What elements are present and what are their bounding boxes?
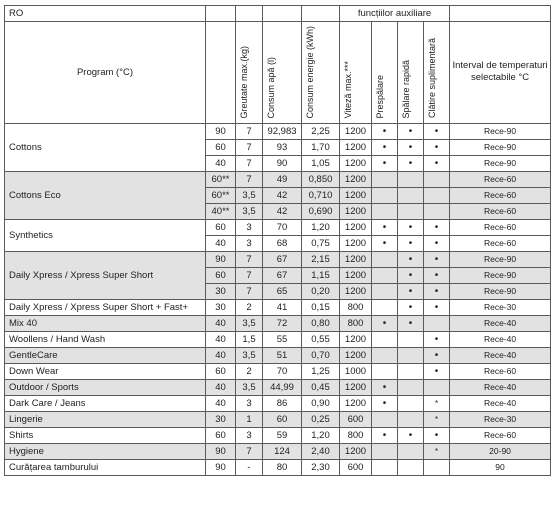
cell-extra-rinse: • [424,299,450,315]
cell-extra-rinse: • [424,155,450,171]
table-row [5,395,551,411]
program-name: Down Wear [5,363,206,379]
cell-max-weight: 3 [236,427,263,443]
col-header-speed: Viteză max.*** [343,61,353,119]
cell-water: 67 [263,251,302,267]
table-row [5,347,551,363]
cell-max-speed: 800 [340,299,372,315]
table-row [5,363,551,379]
cell-prewash: • [372,235,398,251]
cell-temperature: 60** [206,187,236,203]
cell-max-weight: 3,5 [236,315,263,331]
program-name: Daily Xpress / Xpress Super Short + Fast+ [5,299,206,315]
cell-energy: 0,690 [302,203,340,219]
cell-water: 68 [263,235,302,251]
cell-max-weight: - [236,459,263,475]
cell-prewash [372,363,398,379]
cell-max-weight: 2 [236,299,263,315]
cell-temperature: 40 [206,235,236,251]
cell-quick-wash: • [398,123,424,139]
col-header-weight: Greutate max.(kg) [239,46,249,119]
cell-max-weight: 7 [236,443,263,459]
cell-max-speed: 1200 [340,219,372,235]
cell-temp-range: Rece-90 [450,139,551,155]
cell-quick-wash [398,363,424,379]
cell-max-speed: 1200 [340,235,372,251]
cell-energy: 1,70 [302,139,340,155]
cell-temperature: 60** [206,171,236,187]
cell-extra-rinse [424,187,450,203]
cell-energy: 2,15 [302,251,340,267]
program-name: GentleCare [5,347,206,363]
table-row [5,219,551,235]
cell-temperature: 30 [206,283,236,299]
cell-energy: 2,40 [302,443,340,459]
cell-max-speed: 1200 [340,139,372,155]
cell-water: 44,99 [263,379,302,395]
cell-water: 72 [263,315,302,331]
cell-quick-wash [398,411,424,427]
cell-water: 51 [263,347,302,363]
cell-max-speed: 600 [340,411,372,427]
cell-temp-range: Rece-40 [450,315,551,331]
cell-prewash [372,203,398,219]
cell-temperature: 90 [206,459,236,475]
cell-temp-range: Rece-90 [450,155,551,171]
cell-temperature: 90 [206,251,236,267]
cell-max-weight: 7 [236,283,263,299]
cell-water: 59 [263,427,302,443]
cell-max-weight: 3,5 [236,203,263,219]
table-row [5,459,551,475]
table-row [5,251,551,267]
cell-energy: 0,90 [302,395,340,411]
cell-extra-rinse: • [424,235,450,251]
cell-prewash [372,251,398,267]
cell-quick-wash [398,379,424,395]
cell-prewash [372,331,398,347]
cell-temp-range: Rece-60 [450,235,551,251]
cell-extra-rinse: • [424,363,450,379]
cell-max-weight: 7 [236,171,263,187]
cell-prewash: • [372,395,398,411]
cell-quick-wash: • [398,427,424,443]
cell-max-speed: 1200 [340,395,372,411]
cell-energy: 0,75 [302,235,340,251]
program-name: Hygiene [5,443,206,459]
cell-temperature: 60 [206,427,236,443]
cell-temp-range: Rece-40 [450,347,551,363]
table-row [5,331,551,347]
cell-temperature: 40 [206,347,236,363]
cell-max-weight: 1 [236,411,263,427]
cell-temperature: 40 [206,395,236,411]
cell-max-speed: 800 [340,427,372,443]
cell-max-speed: 1200 [340,203,372,219]
cell-energy: 1,15 [302,267,340,283]
cell-water: 70 [263,219,302,235]
cell-prewash: • [372,379,398,395]
cell-quick-wash: • [398,139,424,155]
table-row [5,299,551,315]
cell-energy: 1,20 [302,219,340,235]
cell-max-speed: 1200 [340,443,372,459]
cell-max-speed: 1200 [340,379,372,395]
cell-water: 42 [263,187,302,203]
cell-extra-rinse: • [424,123,450,139]
cell-extra-rinse [424,459,450,475]
cell-quick-wash: • [398,299,424,315]
cell-extra-rinse: • [424,267,450,283]
cell-extra-rinse: • [424,427,450,443]
cell-max-speed: 1000 [340,363,372,379]
cell-extra-rinse: • [424,347,450,363]
cell-quick-wash [398,171,424,187]
program-name: Curățarea tamburului [5,459,206,475]
cell-water: 90 [263,155,302,171]
cell-max-speed: 1200 [340,187,372,203]
program-table [4,5,551,476]
cell-prewash: • [372,219,398,235]
cell-max-weight: 2 [236,363,263,379]
cell-temp-range: Rece-60 [450,363,551,379]
cell-energy: 0,25 [302,411,340,427]
cell-temp-range: Rece-40 [450,331,551,347]
cell-temperature: 60 [206,363,236,379]
cell-max-speed: 1200 [340,155,372,171]
cell-prewash: • [372,427,398,443]
cell-extra-rinse: * [424,411,450,427]
cell-temperature: 90 [206,443,236,459]
cell-prewash: • [372,139,398,155]
col-header-water: Consum apă (l) [266,57,276,119]
cell-energy: 0,70 [302,347,340,363]
cell-prewash [372,459,398,475]
cell-quick-wash: • [398,315,424,331]
cell-temp-range: Rece-30 [450,299,551,315]
cell-extra-rinse: * [424,395,450,411]
cell-energy: 1,20 [302,427,340,443]
cell-water: 65 [263,283,302,299]
cell-water: 80 [263,459,302,475]
cell-max-weight: 7 [236,251,263,267]
cell-water: 92,983 [263,123,302,139]
cell-quick-wash [398,187,424,203]
cell-energy: 0,45 [302,379,340,395]
cell-quick-wash [398,459,424,475]
program-name: Dark Care / Jeans [5,395,206,411]
cell-energy: 0,20 [302,283,340,299]
cell-temp-range: Rece-40 [450,395,551,411]
cell-temp-range: Rece-90 [450,283,551,299]
program-name: Mix 40 [5,315,206,331]
cell-quick-wash [398,395,424,411]
cell-prewash [372,283,398,299]
cell-max-weight: 3,5 [236,187,263,203]
cell-temp-range: Rece-60 [450,219,551,235]
cell-temperature: 40 [206,379,236,395]
cell-temperature: 40** [206,203,236,219]
cell-quick-wash [398,331,424,347]
cell-energy: 2,30 [302,459,340,475]
cell-extra-rinse [424,203,450,219]
cell-energy: 1,05 [302,155,340,171]
program-name: Synthetics [5,219,206,251]
cell-extra-rinse [424,171,450,187]
cell-quick-wash [398,203,424,219]
cell-max-weight: 3,5 [236,347,263,363]
cell-water: 70 [263,363,302,379]
aux-functions-header: funcțiilor auxiliare [340,6,450,22]
cell-temp-range: Rece-40 [450,379,551,395]
cell-prewash [372,299,398,315]
cell-prewash [372,187,398,203]
cell-temp-range: Rece-90 [450,251,551,267]
cell-temp-range: Rece-60 [450,187,551,203]
cell-quick-wash: • [398,251,424,267]
col-header-extra-rinse: Clătire suplimentară [427,38,437,119]
cell-max-weight: 7 [236,139,263,155]
cell-max-speed: 1200 [340,251,372,267]
cell-energy: 0,850 [302,171,340,187]
cell-quick-wash [398,443,424,459]
cell-max-speed: 1200 [340,331,372,347]
cell-temperature: 30 [206,411,236,427]
cell-energy: 2,25 [302,123,340,139]
cell-prewash [372,171,398,187]
cell-temp-range: Rece-30 [450,411,551,427]
cell-temperature: 60 [206,219,236,235]
cell-extra-rinse [424,315,450,331]
cell-extra-rinse: • [424,219,450,235]
cell-extra-rinse: • [424,283,450,299]
cell-max-speed: 1200 [340,347,372,363]
cell-water: 86 [263,395,302,411]
cell-energy: 0,80 [302,315,340,331]
cell-water: 42 [263,203,302,219]
program-name: Shirts [5,427,206,443]
cell-max-weight: 3 [236,395,263,411]
table-row [5,123,551,139]
cell-max-weight: 7 [236,267,263,283]
cell-max-weight: 7 [236,123,263,139]
cell-max-speed: 1200 [340,267,372,283]
cell-extra-rinse: • [424,139,450,155]
cell-max-speed: 1200 [340,123,372,139]
program-name: Outdoor / Sports [5,379,206,395]
cell-quick-wash: • [398,219,424,235]
cell-temp-range: Rece-90 [450,123,551,139]
cell-water: 49 [263,171,302,187]
cell-max-speed: 600 [340,459,372,475]
col-header-prewash: Prespălare [375,75,385,119]
cell-temp-range: Rece-90 [450,267,551,283]
cell-temperature: 60 [206,267,236,283]
cell-extra-rinse: * [424,443,450,459]
cell-prewash [372,411,398,427]
cell-temperature: 30 [206,299,236,315]
cell-temperature: 90 [206,123,236,139]
cell-temp-range: 90 [450,459,551,475]
cell-max-weight: 3 [236,235,263,251]
cell-temperature: 40 [206,331,236,347]
table-row [5,411,551,427]
cell-energy: 0,55 [302,331,340,347]
cell-temperature: 40 [206,315,236,331]
program-name: Lingerie [5,411,206,427]
cell-extra-rinse [424,379,450,395]
cell-temp-range: Rece-60 [450,427,551,443]
program-name: Woollens / Hand Wash [5,331,206,347]
cell-energy: 0,710 [302,187,340,203]
cell-water: 41 [263,299,302,315]
col-header-energy: Consum energie (kWh) [305,26,315,119]
cell-temp-range: Rece-60 [450,171,551,187]
cell-prewash: • [372,315,398,331]
cell-energy: 1,25 [302,363,340,379]
cell-temperature: 60 [206,139,236,155]
cell-max-weight: 3,5 [236,379,263,395]
cell-water: 124 [263,443,302,459]
cell-prewash [372,347,398,363]
cell-quick-wash: • [398,235,424,251]
program-name: Cottons Eco [5,171,206,219]
cell-temperature: 40 [206,155,236,171]
cell-temp-range: Rece-60 [450,203,551,219]
program-name: Daily Xpress / Xpress Super Short [5,251,206,299]
cell-prewash [372,443,398,459]
program-name: Cottons [5,123,206,171]
table-row [5,171,551,187]
table-row [5,315,551,331]
cell-extra-rinse: • [424,331,450,347]
cell-max-speed: 1200 [340,171,372,187]
table-row [5,379,551,395]
table-row [5,427,551,443]
cell-max-weight: 1,5 [236,331,263,347]
cell-max-weight: 7 [236,155,263,171]
cell-water: 67 [263,267,302,283]
lang-code: RO [5,6,206,22]
cell-quick-wash: • [398,155,424,171]
cell-water: 93 [263,139,302,155]
cell-quick-wash: • [398,267,424,283]
cell-energy: 0,15 [302,299,340,315]
cell-quick-wash [398,347,424,363]
cell-water: 60 [263,411,302,427]
cell-extra-rinse: • [424,251,450,267]
cell-quick-wash: • [398,283,424,299]
table-row [5,443,551,459]
cell-prewash: • [372,123,398,139]
cell-max-speed: 1200 [340,283,372,299]
cell-water: 55 [263,331,302,347]
cell-max-weight: 3 [236,219,263,235]
cell-prewash [372,267,398,283]
cell-prewash: • [372,155,398,171]
cell-temp-range: 20-90 [450,443,551,459]
cell-max-speed: 800 [340,315,372,331]
program-header: Program (°C) [5,22,206,124]
col-header-quick-wash: Spălare rapidă [401,59,411,119]
temp-range-header: Interval de temperaturi selectabile °C [450,22,551,124]
